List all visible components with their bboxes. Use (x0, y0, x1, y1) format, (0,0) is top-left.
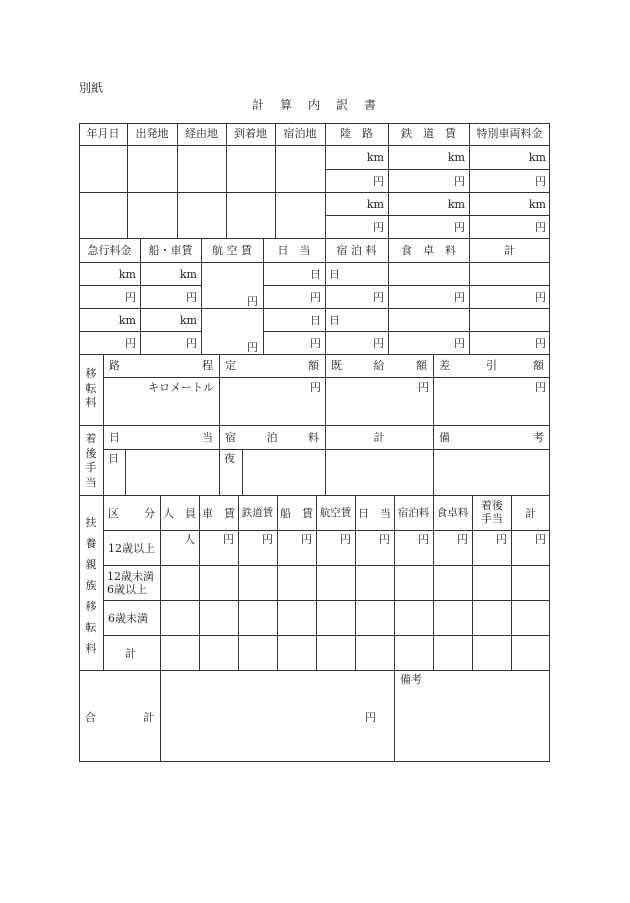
unit-yen: 円 (186, 337, 197, 350)
header-arrival-family: 着後手当 (481, 499, 503, 525)
unit-yen: 円 (373, 291, 384, 304)
unit-yen: 円 (454, 221, 465, 234)
attachment-label: 別紙 (79, 81, 104, 95)
family-relocation-label: 扶養親族移転料 (85, 516, 97, 655)
header-arrival-remarks (433, 431, 550, 444)
unit-yen: 円 (223, 533, 234, 546)
header-paid-amount-text: 既 給 額 (331, 359, 427, 372)
unit-kilometer: キロメートル (148, 381, 214, 394)
rule (79, 238, 550, 239)
rule (79, 495, 550, 496)
rule (103, 635, 550, 636)
remarks-label: 備考 (400, 673, 422, 686)
header-express-fee: 急行料金 (87, 244, 132, 257)
rule (325, 215, 550, 216)
header-railway-fare: 鉄 道 賃 (401, 127, 456, 140)
header-daily-family: 日 当 (358, 507, 391, 520)
header-arrival-remarks-text: 備 考 (439, 431, 544, 444)
header-lodging: 宿泊地 (283, 127, 317, 140)
header-lodging-family: 宿泊料 (397, 507, 430, 519)
unit-yen: 円 (186, 291, 197, 304)
unit-yen: 円 (310, 337, 321, 350)
rule (238, 495, 239, 670)
rule (103, 449, 550, 450)
header-rail-fare: 鉄道賃 (241, 507, 274, 519)
header-distance-text: 路 程 (109, 359, 213, 372)
unit-day: 日 (329, 268, 340, 281)
unit-yen: 円 (125, 291, 136, 304)
header-total-family: 計 (525, 507, 536, 520)
header-arrival-daily (103, 431, 219, 444)
header-category-text: 区 分 (108, 507, 155, 520)
unit-yen: 円 (418, 381, 429, 394)
header-daily-allowance: 日 当 (277, 244, 311, 257)
rule (199, 495, 200, 670)
header-balance-text: 差 引 額 (439, 359, 544, 372)
unit-km: km (366, 198, 384, 211)
header-arrival-total: 計 (373, 431, 385, 444)
unit-km: km (447, 151, 465, 164)
unit-yen: 円 (454, 291, 465, 304)
rule (79, 192, 550, 193)
unit-yen: 円 (373, 221, 384, 234)
rule (79, 354, 550, 355)
header-arrival-daily-text: 日 当 (109, 431, 213, 444)
unit-person: 人 (184, 533, 195, 546)
rule (325, 169, 550, 170)
unit-yen: 円 (454, 175, 465, 188)
row-age-under-6: 6歳未満 (108, 612, 148, 625)
header-balance (433, 359, 550, 372)
rule (242, 449, 243, 495)
unit-yen: 円 (496, 533, 507, 546)
unit-km: km (179, 314, 197, 327)
unit-yen: 円 (262, 533, 273, 546)
unit-yen: 円 (379, 533, 390, 546)
unit-yen: 円 (535, 381, 546, 394)
page-title: 計 算 内 訳 書 (251, 98, 378, 112)
rule (316, 495, 317, 670)
unit-day: 日 (329, 314, 340, 327)
unit-yen: 円 (247, 341, 258, 354)
unit-yen: 円 (247, 295, 258, 308)
unit-yen: 円 (535, 221, 546, 234)
header-arrival: 到着地 (234, 127, 267, 140)
unit-day: 日 (310, 268, 321, 281)
header-ship-car-fare: 船・車賃 (148, 244, 193, 257)
unit-yen: 円 (340, 533, 351, 546)
unit-night: 夜 (224, 452, 235, 465)
unit-day: 日 (108, 452, 119, 465)
unit-yen: 円 (365, 711, 376, 724)
unit-km: km (447, 198, 465, 211)
arrival-allowance-label: 着後手当 (85, 432, 97, 489)
rule (79, 262, 550, 263)
header-category (103, 507, 160, 520)
rule (79, 145, 550, 146)
unit-yen: 円 (310, 381, 321, 394)
header-subtotal: 計 (504, 244, 515, 257)
header-ship-fare: 船 賃 (280, 507, 313, 520)
unit-yen: 円 (535, 175, 546, 188)
rule (103, 565, 550, 566)
header-via: 経由地 (185, 127, 218, 140)
header-headcount: 人 員 (163, 507, 196, 520)
rule (79, 425, 550, 426)
unit-yen: 円 (457, 533, 468, 546)
rule (79, 670, 550, 671)
row-family-total: 計 (125, 647, 136, 660)
relocation-label: 移転料 (85, 367, 97, 409)
header-meal-fee: 食 卓 料 (401, 244, 456, 257)
rule (263, 331, 550, 332)
unit-yen: 円 (373, 175, 384, 188)
unit-km: km (179, 268, 197, 281)
unit-km: km (118, 268, 136, 281)
header-special-car: 特別車両料金 (476, 127, 543, 140)
rule (127, 123, 128, 238)
grand-total-text: 合 計 (85, 711, 154, 724)
unit-km: km (118, 314, 136, 327)
header-car-fare: 車 賃 (202, 507, 235, 520)
unit-yen: 円 (125, 337, 136, 350)
header-arrival-lodging (219, 431, 325, 444)
rule (103, 600, 550, 601)
rule (226, 123, 227, 238)
unit-km: km (528, 198, 546, 211)
header-land-route: 陸 路 (340, 127, 373, 140)
rule (103, 495, 104, 670)
header-air-fare-family: 航空賃 (319, 507, 352, 519)
rule (79, 308, 550, 309)
unit-km: km (366, 151, 384, 164)
unit-yen: 円 (310, 291, 321, 304)
rule (103, 530, 550, 531)
header-fixed-amount (219, 359, 325, 372)
rule (433, 495, 434, 670)
unit-yen: 円 (418, 533, 429, 546)
rule (511, 495, 512, 670)
header-date: 年月日 (86, 127, 120, 140)
unit-yen: 円 (301, 533, 312, 546)
rule (277, 495, 278, 670)
rule (263, 285, 550, 286)
grand-total-label (79, 711, 160, 724)
header-air-fare: 航 空 賃 (212, 244, 252, 257)
rule (177, 123, 178, 238)
unit-yen: 円 (373, 337, 384, 350)
row-age-12-over: 12歳以上 (108, 542, 155, 555)
unit-yen: 円 (535, 291, 546, 304)
unit-km: km (528, 151, 546, 164)
rule (103, 377, 550, 378)
rule (472, 495, 473, 670)
header-arrival-lodging-text: 宿 泊 料 (225, 431, 319, 444)
header-distance (103, 359, 219, 372)
unit-day: 日 (310, 314, 321, 327)
unit-yen: 円 (535, 337, 546, 350)
rule (355, 495, 356, 670)
header-departure: 出発地 (135, 127, 169, 140)
header-fixed-amount-text: 定 額 (225, 359, 319, 372)
row-age-6-to-12: 12歳未満6歳以上 (107, 570, 154, 596)
rule (275, 123, 276, 238)
header-meal-family: 食卓料 (436, 507, 469, 519)
header-paid-amount (325, 359, 433, 372)
header-lodging-fee: 宿 泊 料 (336, 244, 377, 257)
unit-yen: 円 (454, 337, 465, 350)
unit-yen: 円 (535, 533, 546, 546)
rule (125, 449, 126, 495)
